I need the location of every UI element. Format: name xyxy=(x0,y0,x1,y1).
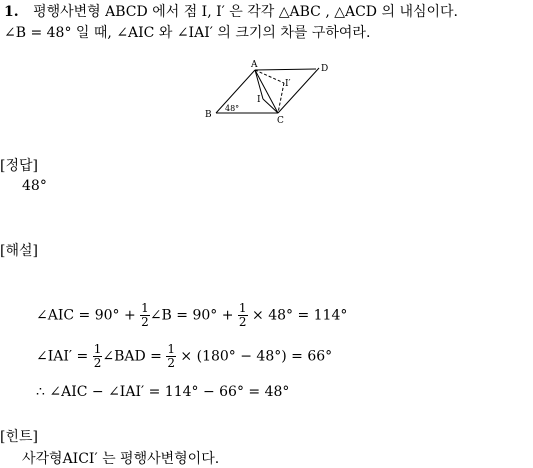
segment-ic xyxy=(263,99,278,113)
label-i-prime: I′ xyxy=(285,79,291,89)
hint-heading: [힌트] xyxy=(0,429,38,445)
problem-line-1 xyxy=(4,2,458,22)
label-b: B xyxy=(205,110,212,120)
label-c: C xyxy=(277,116,284,126)
label-i: I xyxy=(257,95,261,105)
parallelogram-figure xyxy=(195,57,345,127)
diagonal-ac xyxy=(255,70,278,113)
segment-ai-prime xyxy=(255,70,284,83)
side-cd xyxy=(278,68,319,113)
answer-heading: [정답] xyxy=(0,158,38,174)
fraction: $\frac{1}{2}$ xyxy=(93,342,102,370)
problem-number: 1. xyxy=(4,4,19,20)
solution-heading: [해설] xyxy=(0,243,38,259)
problem-text-1: 평행사변형 ABCD 에서 점 I, I′ 은 각각 △ABC , △ACD 의 내심이다. xyxy=(33,4,458,20)
side-ad xyxy=(255,69,316,70)
segment-i-prime-c xyxy=(278,83,284,113)
solution-equation-3: ∴ ∠AIC − ∠IAI′ = 114° − 66° = 48° xyxy=(36,384,290,400)
label-a: A xyxy=(251,60,258,70)
problem-text-2: ∠B = 48° 일 때, ∠AIC 와 ∠IAI′ 의 크기의 차를 구하여라. xyxy=(4,25,371,41)
solution-equation-1: ∠AIC = 90° + $\frac{1}{2}$ ∠B = 90° + $\frac{1}{2}$ × 48° = 114° xyxy=(36,301,348,329)
label-angle-b: 48° xyxy=(225,104,240,113)
answer-value: 48° xyxy=(22,178,47,194)
fraction: $\frac{1}{2}$ xyxy=(167,342,175,370)
fraction: $\frac{1}{2}$ xyxy=(141,301,149,329)
hint-text: 사각형AICI′ 는 평행사변형이다. xyxy=(22,451,220,467)
fraction: $\frac{1}{2}$ xyxy=(238,301,247,329)
solution-equation-2: ∠IAI′ = $\frac{1}{2}$ ∠BAD = $\frac{1}{2}$ × (180° − 48°) = 66° xyxy=(36,342,333,370)
label-d: D xyxy=(321,64,329,74)
